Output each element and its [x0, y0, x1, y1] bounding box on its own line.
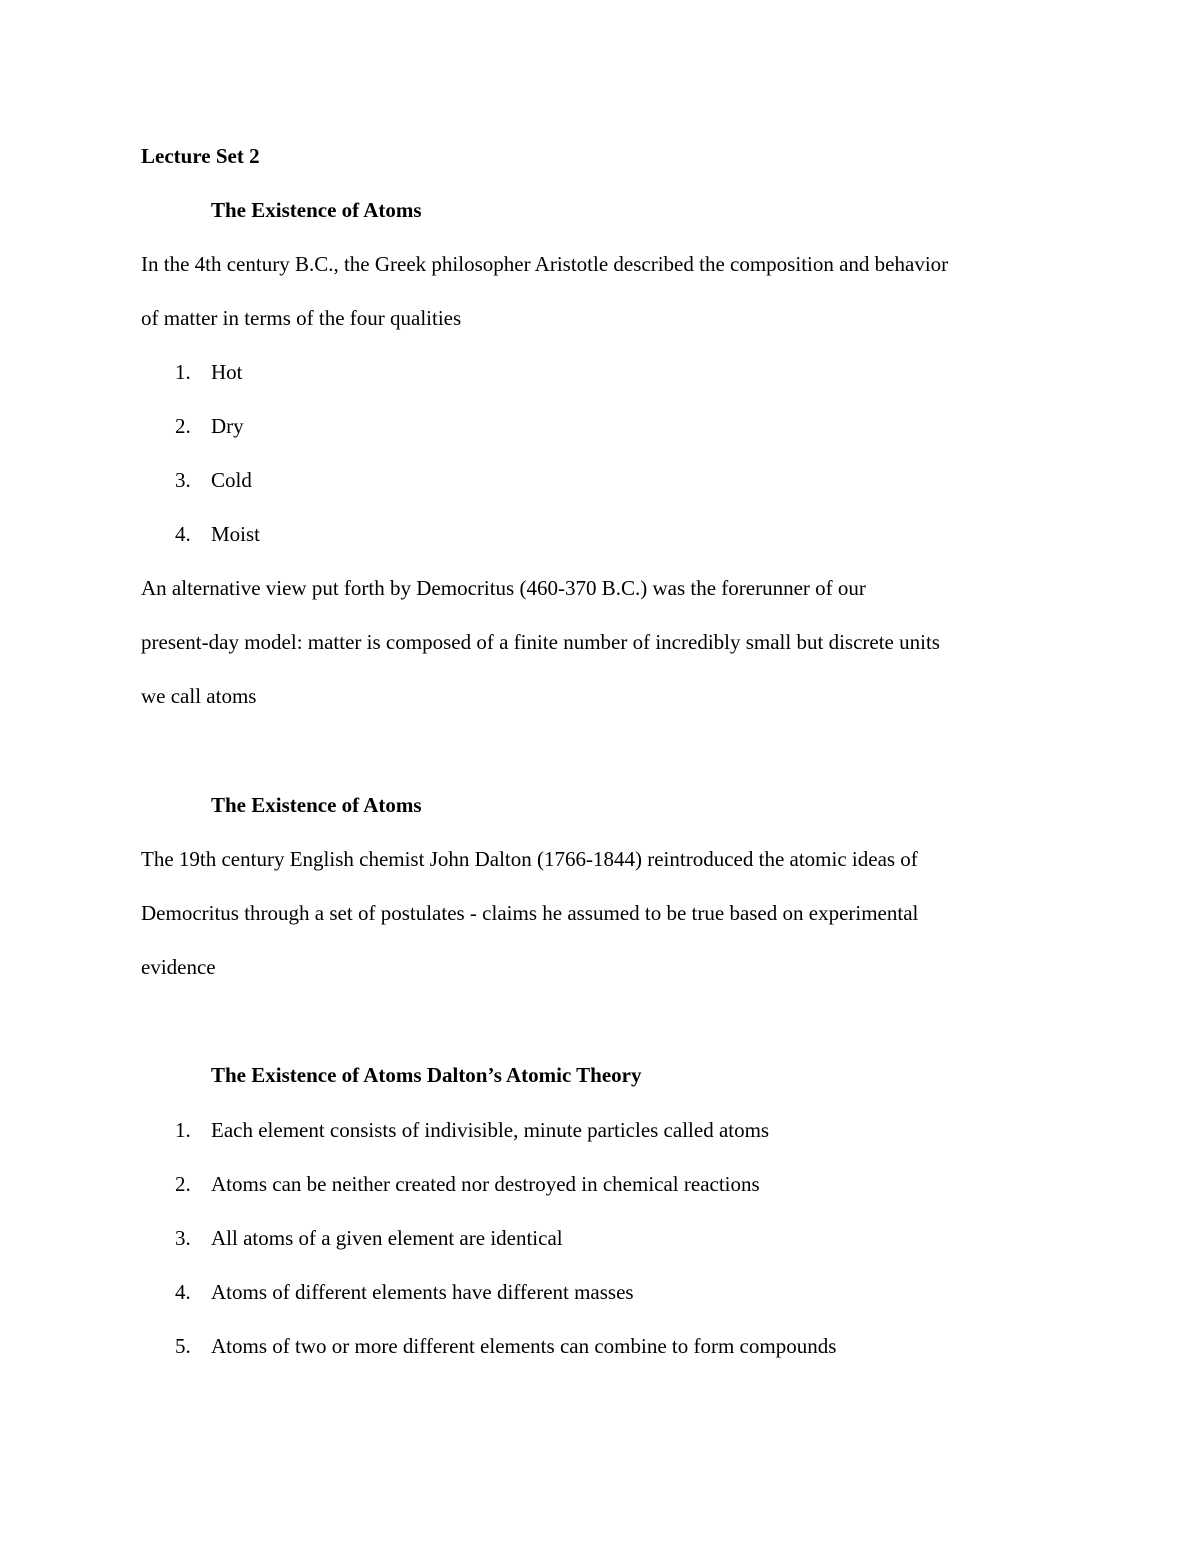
- list-item-text: Each element consists of indivisible, minute particles called atoms: [211, 1118, 770, 1142]
- paragraph-line: we call atoms: [141, 684, 257, 708]
- list-item-text: Cold: [211, 468, 252, 492]
- list-item-text: Hot: [211, 360, 243, 384]
- paragraph-line: Democritus through a set of postulates - claims he assumed to be true based on experimental: [141, 901, 919, 925]
- section-heading-1: The Existence of Atoms: [211, 198, 422, 222]
- document-title: Lecture Set 2: [141, 144, 260, 168]
- list-item-text: Atoms of different elements have different masses: [211, 1280, 634, 1304]
- list-item-number: 5.: [175, 1334, 191, 1358]
- paragraph-line: In the 4th century B.C., the Greek philosopher Aristotle described the composition and behavior: [141, 252, 949, 276]
- list-item-number: 2.: [175, 1172, 191, 1196]
- list-item-number: 4.: [175, 522, 191, 546]
- list-item-number: 4.: [175, 1280, 191, 1304]
- paragraph-line: An alternative view put forth by Democritus (460-370 B.C.) was the forerunner of our: [141, 576, 866, 600]
- paragraph-line: present-day model: matter is composed of a finite number of incredibly small but discrete units: [141, 630, 940, 654]
- list-item-text: Atoms can be neither created nor destroyed in chemical reactions: [211, 1172, 760, 1196]
- section-heading-2: The Existence of Atoms: [211, 793, 422, 817]
- paragraph-line: evidence: [141, 955, 216, 979]
- section-heading-3: The Existence of Atoms Dalton’s Atomic Theory: [211, 1063, 642, 1087]
- list-item-number: 3.: [175, 468, 191, 492]
- list-item-text: Dry: [211, 414, 244, 438]
- paragraph-line: of matter in terms of the four qualities: [141, 306, 462, 330]
- paragraph-line: The 19th century English chemist John Dalton (1766-1844) reintroduced the atomic ideas of: [141, 847, 918, 871]
- list-item-text: Atoms of two or more different elements can combine to form compounds: [211, 1334, 837, 1358]
- list-item-number: 3.: [175, 1226, 191, 1250]
- list-item-number: 1.: [175, 360, 191, 384]
- list-item-number: 1.: [175, 1118, 191, 1142]
- list-item-text: Moist: [211, 522, 261, 546]
- list-item-text: All atoms of a given element are identical: [211, 1226, 563, 1250]
- list-item-number: 2.: [175, 414, 191, 438]
